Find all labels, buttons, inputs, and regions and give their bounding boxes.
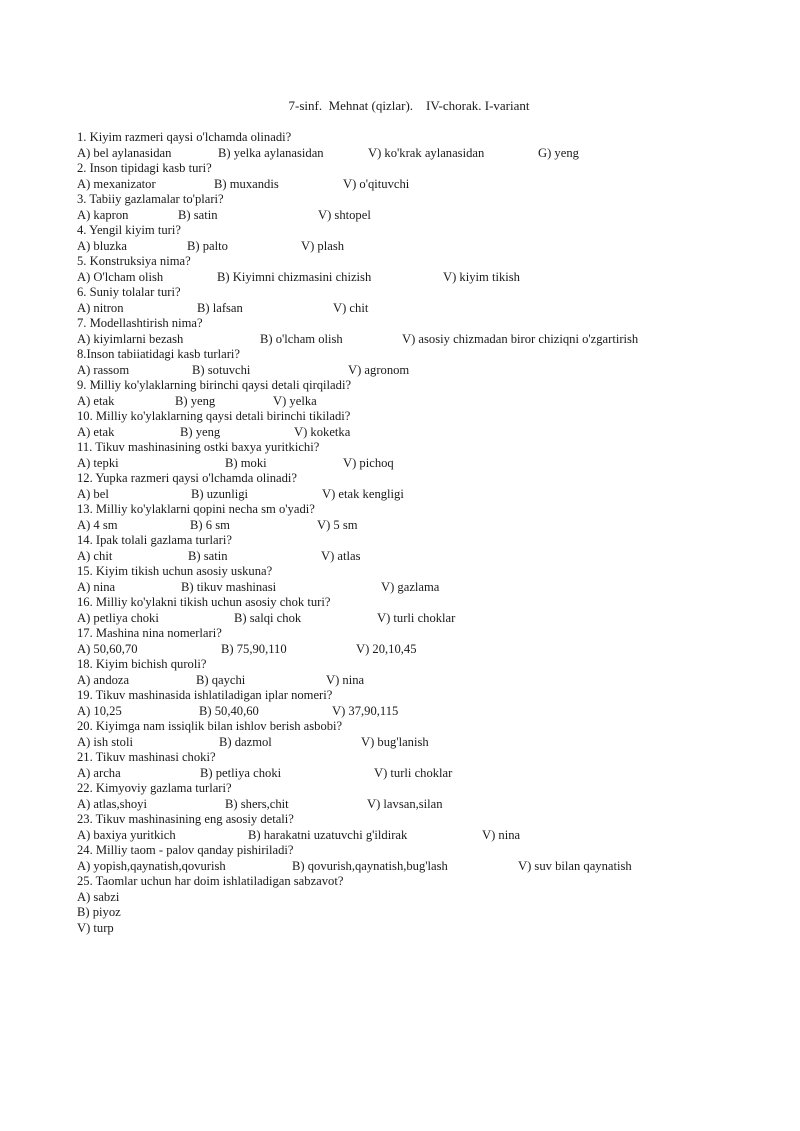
question-item bbox=[77, 285, 777, 316]
answer-option: B) satin bbox=[178, 207, 218, 222]
question-text: 6. Suniy tolalar turi? bbox=[77, 285, 181, 299]
answer-option: V) chit bbox=[333, 300, 369, 315]
answer-option: B) yelka aylanasidan bbox=[218, 145, 324, 160]
answer-option: V) nina bbox=[326, 672, 365, 687]
question-item bbox=[77, 812, 777, 843]
answer-option: V) kiyim tikish bbox=[443, 269, 520, 284]
answer-option: A) rassom bbox=[77, 362, 130, 377]
question-text: 14. Ipak tolali gazlama turlari? bbox=[77, 533, 232, 547]
answer-option: A) nina bbox=[77, 579, 116, 594]
answer-option: B) satin bbox=[188, 548, 228, 563]
question-item bbox=[77, 595, 777, 626]
answer-option: A) tepki bbox=[77, 455, 119, 470]
question-text: 12. Yupka razmeri qaysi o'lchamda olinadi? bbox=[77, 471, 298, 485]
question-text: 9. Milliy ko'ylaklarning birinchi qaysi detali qirqiladi? bbox=[77, 378, 352, 392]
question-text: 4. Yengil kiyim turi? bbox=[77, 223, 181, 237]
answer-option: V) 5 sm bbox=[317, 517, 358, 532]
answer-option: V) suv bilan qaynatish bbox=[518, 858, 632, 873]
question-item bbox=[77, 564, 777, 595]
answer-option: B) dazmol bbox=[219, 734, 272, 749]
answer-option: A) nitron bbox=[77, 300, 124, 315]
answer-option: A) yopish,qaynatish,qovurish bbox=[77, 858, 226, 873]
question-text: 17. Mashina nina nomerlari? bbox=[77, 626, 222, 640]
answer-option: A) archa bbox=[77, 765, 121, 780]
answer-option: B) shers,chit bbox=[225, 796, 289, 811]
answer-option: B) yeng bbox=[180, 424, 221, 439]
answer-option: V) plash bbox=[301, 238, 345, 253]
answer-option: V) etak kengligi bbox=[322, 486, 404, 501]
answer-option: A) bel bbox=[77, 486, 109, 501]
question-text: 5. Konstruksiya nima? bbox=[77, 254, 191, 268]
question-item bbox=[77, 781, 777, 812]
answer-option: B) muxandis bbox=[214, 176, 279, 191]
question-item bbox=[77, 471, 777, 502]
answer-option: A) O'lcham olish bbox=[77, 269, 164, 284]
question-item bbox=[77, 750, 777, 781]
answer-option: A) mexanizator bbox=[77, 176, 156, 191]
question-item bbox=[77, 161, 777, 192]
answer-option: V) nina bbox=[482, 827, 521, 842]
answer-option: B) qaychi bbox=[196, 672, 246, 687]
answer-option: B) Kiyimni chizmasini chizish bbox=[217, 269, 372, 284]
question-item bbox=[77, 688, 777, 719]
answer-option: B) sotuvchi bbox=[192, 362, 251, 377]
answer-option: A) chit bbox=[77, 548, 113, 563]
question-text: 13. Milliy ko'ylaklarni qopini necha sm o'yadi? bbox=[77, 502, 315, 516]
answer-option: A) sabzi bbox=[77, 889, 120, 904]
answer-option: B) lafsan bbox=[197, 300, 243, 315]
answer-option: A) andoza bbox=[77, 672, 130, 687]
question-text: 15. Kiyim tikish uchun asosiy uskuna? bbox=[77, 564, 273, 578]
question-item bbox=[77, 316, 777, 347]
question-text: 25. Taomlar uchun har doim ishlatiladigan sabzavot? bbox=[77, 874, 344, 888]
answer-option: A) atlas,shoyi bbox=[77, 796, 147, 811]
question-item bbox=[77, 719, 777, 750]
question-item bbox=[77, 130, 777, 161]
question-item bbox=[77, 409, 777, 440]
answer-option: B) 6 sm bbox=[190, 517, 230, 532]
answer-option: V) turli choklar bbox=[377, 610, 456, 625]
answer-option: B) 75,90,110 bbox=[221, 641, 287, 656]
answer-option: V) asosiy chizmadan biror chiziqni o'zgartirish bbox=[402, 331, 639, 346]
question-item bbox=[77, 378, 777, 409]
answer-option: B) 50,40,60 bbox=[199, 703, 259, 718]
page-title: 7-sinf. Mehnat (qizlar). IV-chorak. I-variant bbox=[288, 98, 530, 113]
answer-option: A) etak bbox=[77, 393, 115, 408]
answer-option: A) bluzka bbox=[77, 238, 128, 253]
answer-option: A) bel aylanasidan bbox=[77, 145, 172, 160]
answer-option: V) lavsan,silan bbox=[367, 796, 443, 811]
question-item bbox=[77, 192, 777, 223]
question-text: 10. Milliy ko'ylaklarning qaysi detali birinchi tikiladi? bbox=[77, 409, 351, 423]
answer-option: B) uzunligi bbox=[191, 486, 249, 501]
question-text: 18. Kiyim bichish quroli? bbox=[77, 657, 207, 671]
question-text: 20. Kiyimga nam issiqlik bilan ishlov berish asbobi? bbox=[77, 719, 343, 733]
question-item bbox=[77, 254, 777, 285]
answer-option: A) kiyimlarni bezash bbox=[77, 331, 184, 346]
answer-option: B) yeng bbox=[175, 393, 216, 408]
question-text: 19. Tikuv mashinasida ishlatiladigan iplar nomeri? bbox=[77, 688, 333, 702]
question-item bbox=[77, 874, 777, 936]
answer-option: A) 50,60,70 bbox=[77, 641, 138, 656]
answer-option: V) atlas bbox=[321, 548, 361, 563]
question-text: 23. Tikuv mashinasining eng asosiy detali? bbox=[77, 812, 294, 826]
question-text: 7. Modellashtirish nima? bbox=[77, 316, 203, 330]
answer-option: V) 37,90,115 bbox=[332, 703, 399, 718]
answer-option: V) turp bbox=[77, 920, 114, 935]
answer-option: B) petliya choki bbox=[200, 765, 282, 780]
question-item bbox=[77, 502, 777, 533]
question-item bbox=[77, 843, 777, 874]
answer-option: A) baxiya yuritkich bbox=[77, 827, 176, 842]
answer-option: A) 4 sm bbox=[77, 517, 118, 532]
answer-option: V) koketka bbox=[294, 424, 351, 439]
question-text: 22. Kimyoviy gazlama turlari? bbox=[77, 781, 232, 795]
answer-option: B) salqi chok bbox=[234, 610, 302, 625]
question-list bbox=[77, 130, 777, 936]
answer-option: G) yeng bbox=[538, 145, 579, 160]
question-item bbox=[77, 440, 777, 471]
question-text: 3. Tabiiy gazlamalar to'plari? bbox=[77, 192, 224, 206]
answer-option: B) piyoz bbox=[77, 905, 121, 919]
question-item bbox=[77, 533, 777, 564]
answer-option: V) pichoq bbox=[343, 455, 394, 470]
answer-option: B) harakatni uzatuvchi g'ildirak bbox=[248, 827, 408, 842]
answer-option: B) qovurish,qaynatish,bug'lash bbox=[292, 858, 448, 873]
answer-option: B) palto bbox=[187, 238, 228, 253]
question-text: 8.Inson tabiiatidagi kasb turlari? bbox=[77, 347, 240, 361]
question-item bbox=[77, 347, 777, 378]
answer-option: A) petliya choki bbox=[77, 610, 159, 625]
answer-option: A) etak bbox=[77, 424, 115, 439]
answer-option: A) kapron bbox=[77, 207, 129, 222]
question-item bbox=[77, 223, 777, 254]
answer-option: V) o'qituvchi bbox=[343, 176, 410, 191]
answer-option: A) 10,25 bbox=[77, 703, 122, 718]
answer-option: V) ko'krak aylanasidan bbox=[368, 145, 485, 160]
answer-option: V) agronom bbox=[348, 362, 410, 377]
question-text: 24. Milliy taom - palov qanday pishiriladi? bbox=[77, 843, 294, 857]
question-text: 11. Tikuv mashinasining ostki baxya yuritkichi? bbox=[77, 440, 320, 454]
answer-option: V) gazlama bbox=[381, 579, 440, 594]
answer-option: B) o'lcham olish bbox=[260, 331, 343, 346]
question-text: 16. Milliy ko'ylakni tikish uchun asosiy chok turi? bbox=[77, 595, 331, 609]
question-item bbox=[77, 657, 777, 688]
answer-option: V) turli choklar bbox=[374, 765, 453, 780]
answer-option: B) moki bbox=[225, 455, 267, 470]
answer-option: V) shtopel bbox=[318, 207, 371, 222]
question-text: 21. Tikuv mashinasi choki? bbox=[77, 750, 216, 764]
answer-option: V) yelka bbox=[273, 393, 317, 408]
question-text: 2. Inson tipidagi kasb turi? bbox=[77, 161, 212, 175]
answer-option: V) 20,10,45 bbox=[356, 641, 417, 656]
question-text: 1. Kiyim razmeri qaysi o'lchamda olinadi? bbox=[77, 130, 292, 144]
answer-option: A) ish stoli bbox=[77, 734, 133, 749]
answer-option: B) tikuv mashinasi bbox=[181, 579, 277, 594]
answer-option: V) bug'lanish bbox=[361, 734, 429, 749]
question-item bbox=[77, 626, 777, 657]
